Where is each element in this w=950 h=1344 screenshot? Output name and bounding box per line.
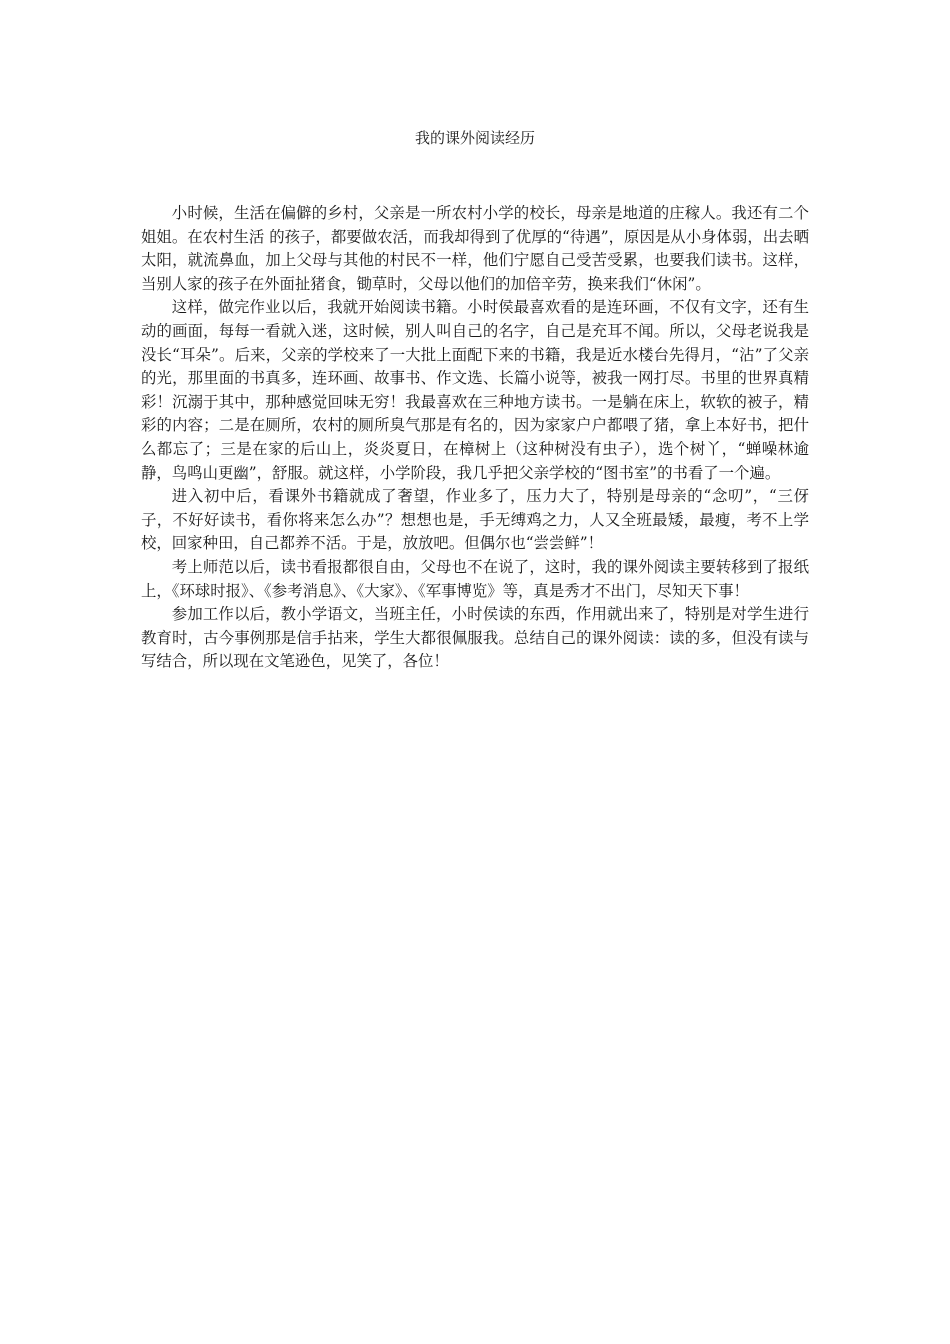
paragraph-childhood: 小时候，生活在偏僻的乡村，父亲是一所农村小学的校长，母亲是地道的庄稼人。我还有二个姐姐。在农村生活 的孩子，都要做农活，而我却得到了优厚的“待遇”，原因是从小身体弱，出去晒太阳，就流鼻血，加上父母与其他的村民不一样，他们宁愿自己受苦受累，也要我们读书。这样，当别人家的孩子在外面扯猪食，锄草时，父母以他们的加倍辛劳，换来我们“休闲”。 [141,204,809,293]
paragraph-primary-school: 这样，做完作业以后，我就开始阅读书籍。小时侯最喜欢看的是连环画，不仅有文字，还有生动的画面，每每一看就入迷，这时候，别人叫自己的名字，自己是充耳不闻。所以，父母老说我是没长“耳朵”。后来，父亲的学校来了一大批上面配下来的书籍，我是近水楼台先得月，“沾”了父亲的光，那里面的书真多，连环画、故事书、作文选、长篇小说等，被我一网打尽。书里的世界真精彩！沉溺于其中，那种感觉回味无穷！我最喜欢在三种地方读书。一是躺在床上，软软的被子，精彩的内容；二是在厕所，农村的厕所臭气那是有名的，因为家家户户都喂了猪，拿上本好书，把什么都忘了；三是在家的后山上，炎炎夏日，在樟树上（这种树没有虫子），选个树丫，“蝉噪林逾静，鸟鸣山更幽”，舒服。就这样，小学阶段，我几乎把父亲学校的“图书室”的书看了一个遍。 [141,298,809,482]
paragraph-work: 参加工作以后，教小学语文，当班主任，小时侯读的东西，作用就出来了，特别是对学生进行教育时，古今事例那是信手拈来，学生大都很佩服我。总结自己的课外阅读：读的多，但没有读与写结合，所以现在文笔逊色，见笑了，各位！ [141,605,809,671]
paragraph-normal-school: 考上师范以后，读书看报都很自由，父母也不在说了，这时，我的课外阅读主要转移到了报纸上，《环球时报》、《参考消息》、《大家》、《军事博览》等，真是秀才不出门，尽知天下事！ [141,557,809,600]
document-body [141,202,809,674]
paragraph-junior-high: 进入初中后，看课外书籍就成了奢望，作业多了，压力大了，特别是母亲的“念叨”，“三伢子，不好好读书，看你将来怎么办”？想想也是，手无缚鸡之力，人又全班最矮，最瘦，考不上学校，回家种田，自己都养不活。于是，放放吧。但偶尔也“尝尝鲜”！ [141,487,809,553]
document-title: 我的课外阅读经历 [414,129,535,147]
